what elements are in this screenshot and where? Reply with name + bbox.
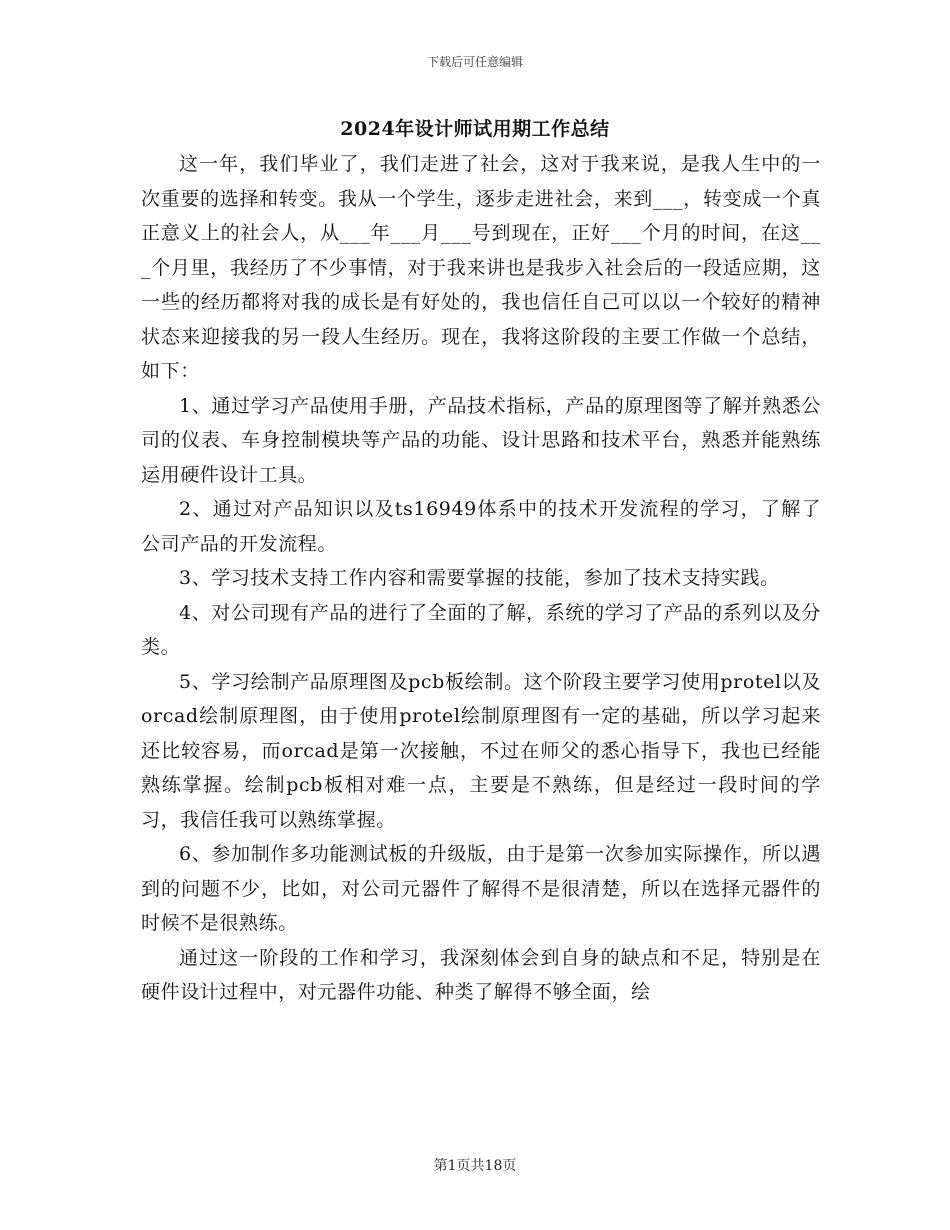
paragraph-item-4: 4、对公司现有产品的进行了全面的了解，系统的学习了产品的系列以及分类。 bbox=[141, 601, 821, 658]
paragraph-item-1: 1、通过学习产品使用手册，产品技术指标，产品的原理图等了解并熟悉公司的仪表、车身控制模块等产品的功能、设计思路和技术平台，熟悉并能熟练运用硬件设计工具。 bbox=[141, 394, 821, 486]
header-note: 下载后可任意编辑 bbox=[426, 55, 523, 69]
paragraph-item-5: 5、学习绘制产品原理图及pcb板绘制。这个阶段主要学习使用protel以及orcad绘制原理图，由于使用protel绘制原理图有一定的基础，所以学习起来还比较容易，而orcad是第一次接触，不过在师父的悉心指导下，我也已经能熟练掌握。绘制pcb板相对难一点，主要是不熟练，但是经过一段时间的学习，我信任我可以熟练掌握。 bbox=[141, 670, 821, 831]
paragraph-item-2: 2、通过对产品知识以及ts16949体系中的技术开发流程的学习，了解了公司产品的开发流程。 bbox=[141, 498, 821, 555]
paragraph-item-6: 6、参加制作多功能测试板的升级版，由于是第一次参加实际操作，所以遇到的问题不少，比如，对公司元器件了解得不是很清楚，所以在选择元器件的时候不是很熟练。 bbox=[141, 843, 821, 934]
paragraph-item-3: 3、学习技术支持工作内容和需要掌握的技能，参加了技术支持实践。 bbox=[179, 567, 780, 589]
paragraph-intro: 这一年，我们毕业了，我们走进了社会，这对于我来说，是我人生中的一次重要的选择和转变。我从一个学生，逐步走进社会，来到___，转变成一个真正意义上的社会人，从___年___月___号到现在，正好___个月的时间，在这___个月里，我经历了不少事情，对于我来讲也是我步入社会后的一段适应期，这一些的经历都将对我的成长是有好处的，我也信任自己可以以一个较好的精神状态来迎接我的另一段人生经历。现在，我将这阶段的主要工作做一个总结，如下： bbox=[141, 153, 821, 382]
document-body bbox=[141, 147, 821, 1010]
paragraph-reflection: 通过这一阶段的工作和学习，我深刻体会到自身的缺点和不足，特别是在硬件设计过程中，对元器件功能、种类了解得不够全面，绘 bbox=[141, 946, 821, 1003]
page-indicator: 第1页共18页 bbox=[433, 1158, 517, 1174]
document-title: 2024年设计师试用期工作总结 bbox=[340, 118, 610, 140]
